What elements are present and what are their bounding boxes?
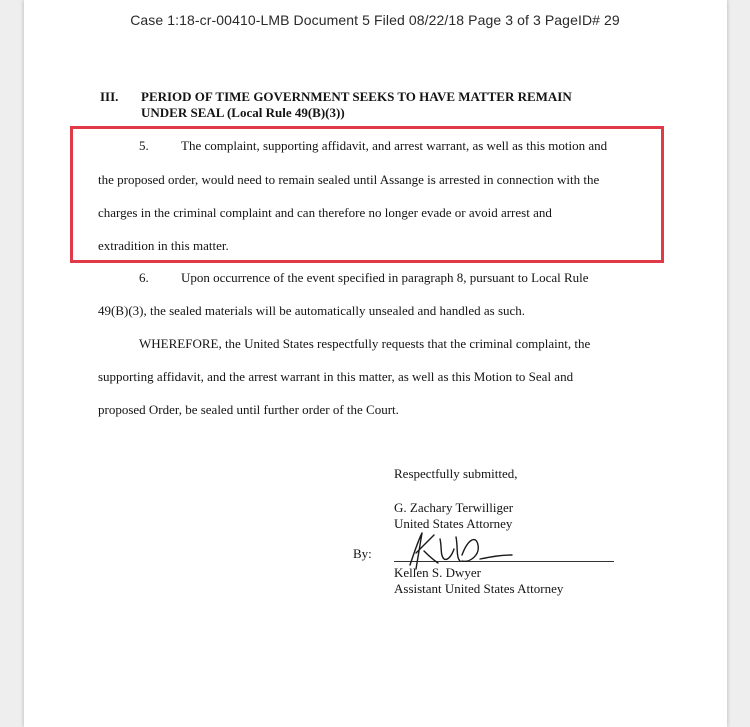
wherefore-line1: WHEREFORE, the United States respectfully requests that the criminal complaint, the (139, 336, 591, 351)
case-header: Case 1:18-cr-00410-LMB Document 5 Filed 08/22/18 Page 3 of 3 PageID# 29 (130, 12, 620, 28)
wherefore-line3: proposed Order, be sealed until further order of the Court. (98, 402, 399, 417)
paragraph-5-line4: extradition in this matter. (98, 238, 229, 253)
attorney-title: United States Attorney (394, 516, 513, 531)
section-title-line1: PERIOD OF TIME GOVERNMENT SEEKS TO HAVE MATTER REMAIN (141, 89, 572, 104)
paragraph-5-number: 5. (139, 138, 149, 153)
closing-text: Respectfully submitted, (394, 466, 518, 481)
by-label: By: (353, 546, 372, 561)
paragraph-5-line2: the proposed order, would need to remain sealed until Assange is arrested in connection with the (98, 172, 600, 187)
paragraph-6-number: 6. (139, 270, 149, 285)
section-number: III. (100, 89, 119, 104)
paragraph-5-line3: charges in the criminal complaint and can therefore no longer evade or avoid arrest and (98, 205, 552, 220)
paragraph-5-line1: The complaint, supporting affidavit, and arrest warrant, as well as this motion and (181, 138, 608, 153)
wherefore-line2: supporting affidavit, and the arrest warrant in this matter, as well as this Motion to Seal and (98, 369, 574, 384)
section-title-line2: UNDER SEAL (Local Rule 49(B)(3)) (141, 105, 345, 120)
signer-title: Assistant United States Attorney (394, 581, 564, 596)
paragraph-6-line1: Upon occurrence of the event specified in paragraph 8, pursuant to Local Rule (181, 270, 589, 285)
attorney-name: G. Zachary Terwilliger (394, 500, 514, 515)
paragraph-6-line2: 49(B)(3), the sealed materials will be automatically unsealed and handled as such. (98, 303, 526, 318)
signer-name: Kellen S. Dwyer (394, 565, 482, 580)
document-page (24, 0, 727, 727)
